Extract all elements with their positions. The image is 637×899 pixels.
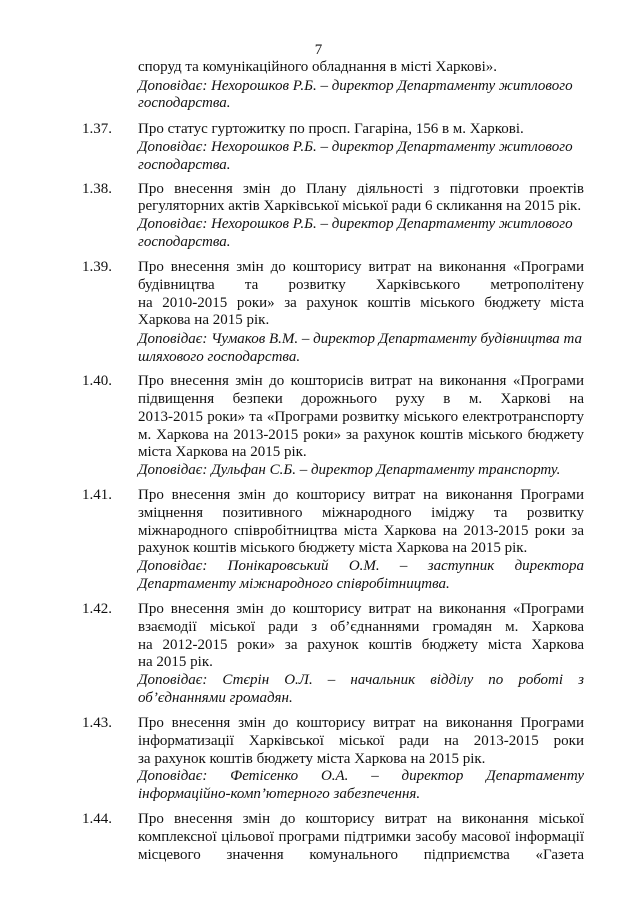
item-title-line: на 2010-2015 роки» за рахунок коштів міського бюджету міста bbox=[138, 295, 584, 311]
item-speaker-line: господарства. bbox=[138, 234, 231, 250]
item-title-line: на 2015 рік. bbox=[138, 654, 213, 670]
item-title-line: Про внесення змін до кошторису витрат на виконання Програми bbox=[138, 487, 584, 503]
item-speaker-line: Доповідає: Фетісенко О.А. – директор Департаменту bbox=[138, 768, 584, 784]
item-title-line: Про внесення змін до кошторису витрат на виконання «Програми bbox=[138, 601, 584, 617]
item-speaker-line: Доповідає: Дульфан С.Б. – директор Департаменту транспорту. bbox=[138, 462, 561, 478]
item-title-line: будівництва та розвитку Харківського метрополітену bbox=[138, 277, 584, 293]
intro-line: споруд та комунікаційного обладнання в місті Харкові». bbox=[138, 59, 498, 75]
item-number: 1.44. bbox=[82, 811, 112, 827]
item-speaker-line: Доповідає: Чумаков В.М. – директор Департаменту будівництва та bbox=[138, 331, 583, 347]
item-title-line: Про статус гуртожитку по просп. Гагаріна, 156 в м. Харкові. bbox=[138, 121, 524, 137]
item-number: 1.41. bbox=[82, 487, 112, 503]
item-title-line: м. Харкова на 2013-2015 роки» за рахунок коштів міського бюджету bbox=[138, 427, 584, 443]
item-title-line: за рахунок коштів бюджету міста Харкова на 2015 рік. bbox=[138, 751, 486, 767]
page-number: 7 bbox=[314, 42, 323, 58]
item-title-line: рахунок коштів міського бюджету міста Харкова на 2015 рік. bbox=[138, 540, 528, 556]
item-title-line: місцевого значення комунального підприємства «Газета bbox=[138, 847, 584, 863]
item-number: 1.42. bbox=[82, 601, 112, 617]
item-speaker-line: шляхового господарства. bbox=[138, 349, 301, 365]
item-number: 1.39. bbox=[82, 259, 112, 275]
item-title-line: міста Харкова на 2015 рік. bbox=[138, 444, 307, 460]
item-speaker-line: Доповідає: Нехорошков Р.Б. – директор Департаменту житлового bbox=[138, 216, 573, 232]
item-speaker-line: Доповідає: Стєрін О.Л. – начальник відділу по роботі з bbox=[138, 672, 584, 688]
item-title-line: на 2012-2015 роки» за рахунок коштів бюджету міста Харкова bbox=[138, 637, 584, 653]
item-title-line: інформатизації Харківської міської ради на 2013-2015 роки bbox=[138, 733, 584, 749]
item-speaker-line: об’єднаннями громадян. bbox=[138, 690, 293, 706]
item-title-line: 2013-2015 роки» та «Програми розвитку міського електротранспорту bbox=[138, 409, 584, 425]
item-title-line: Про внесення змін до кошторису витрат на виконання міської bbox=[138, 811, 584, 827]
item-number: 1.40. bbox=[82, 373, 112, 389]
item-title-line: Про внесення змін до кошторису витрат на виконання Програми bbox=[138, 715, 584, 731]
item-title-line: зміцнення позитивного міжнародного іміджу та розвитку bbox=[138, 505, 584, 521]
item-title-line: комплексної цільової програми підтримки засобу масової інформації bbox=[138, 829, 584, 845]
item-title-line: регуляторних актів Харківської міської ради 6 скликання на 2015 рік. bbox=[138, 198, 582, 214]
item-title-line: Про внесення змін до Плану діяльності з підготовки проектів bbox=[138, 181, 584, 197]
item-speaker-line: Доповідає: Понікаровський О.М. – заступник директора bbox=[138, 558, 584, 574]
item-title-line: міжнародного співробітництва міста Харкова на 2013-2015 роки за bbox=[138, 523, 584, 539]
item-speaker-line: інформаційно-комп’ютерного забезпечення. bbox=[138, 786, 421, 802]
item-number: 1.43. bbox=[82, 715, 112, 731]
item-speaker-line: господарства. bbox=[138, 157, 231, 173]
item-title-line: підвищення безпеки дорожнього руху в м. Харкові на bbox=[138, 391, 584, 407]
item-number: 1.37. bbox=[82, 121, 112, 137]
item-speaker-line: Доповідає: Нехорошков Р.Б. – директор Департаменту житлового bbox=[138, 139, 573, 155]
item-number: 1.38. bbox=[82, 181, 112, 197]
item-title-line: Про внесення змін до кошторису витрат на виконання «Програми bbox=[138, 259, 584, 275]
item-title-line: Про внесення змін до кошторисів витрат на виконання «Програми bbox=[138, 373, 584, 389]
item-title-line: Харкова на 2015 рік. bbox=[138, 312, 270, 328]
intro-speaker-line: господарства. bbox=[138, 95, 231, 111]
intro-speaker-line: Доповідає: Нехорошков Р.Б. – директор Департаменту житлового bbox=[138, 78, 573, 94]
item-speaker-line: Департаменту міжнародного співробітництва. bbox=[138, 576, 450, 592]
item-title-line: взаємодії міської ради з об’єднаннями громадян м. Харкова bbox=[138, 619, 584, 635]
